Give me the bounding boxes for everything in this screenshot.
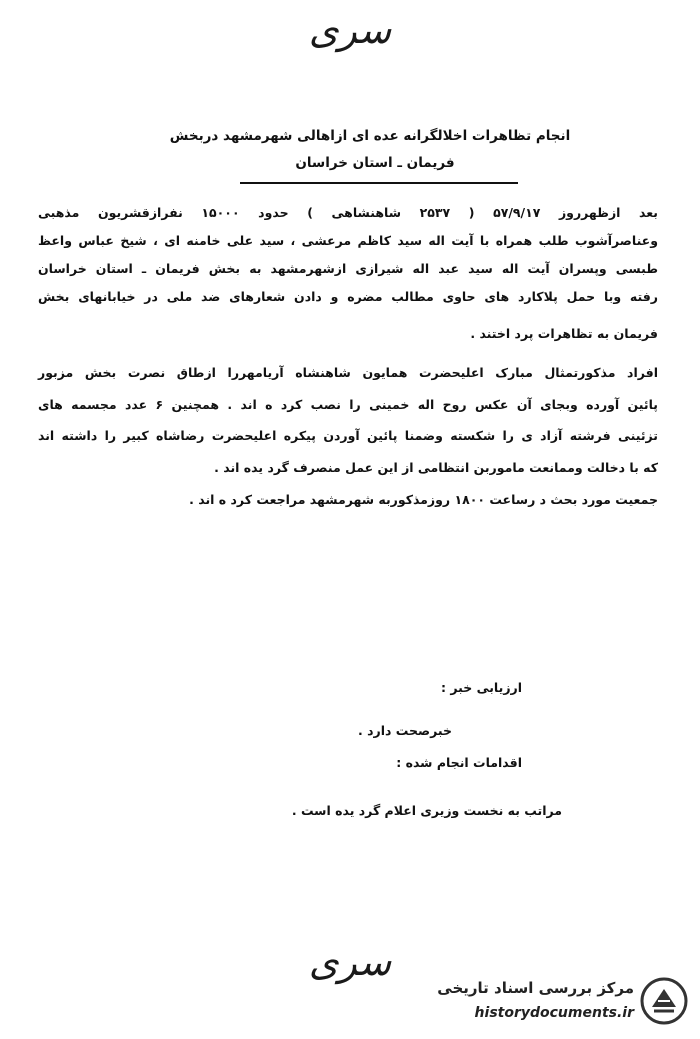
watermark-url[interactable]: historydocuments.ir [474,1005,634,1021]
evaluation-text: خبرصحت دارد . [358,723,452,738]
site-watermark [418,975,690,1031]
body-line: جمعیت مورد بحث د رساعت ۱۸۰۰ روزمذکوربه شهرمشهد مراجعت کرد ه اند . [189,492,658,507]
evaluation-label: ارزیابی خبر : [441,680,522,695]
document-title-line2: فریمان ـ استان خراسان [295,155,455,171]
actions-label: اقدامات انجام شده : [396,755,522,770]
body-line: تزئینی فرشته آزاد ی را شکسته وضمنا پائین آوردن پیکره اعلیحضرت رضاشاه کبیر را داشته اند [38,428,658,443]
document-title-line1: انجام تظاهرات اخلالگرانه عده ای ازاهالی شهرمشهد دربخش [169,128,571,144]
classification-mark-bottom: سری [308,940,392,984]
body-line: که با دخالت وممانعت ماموربن انتظامی از این عمل منصرف گرد یده اند . [214,460,658,475]
body-line: رفته وبا حمل پلاکارد های حاوی مطالب مضره و دادن شعارهای ضد ملی در خیابانهای بخش [38,289,658,304]
actions-text: مراتب به نخست وزیری اعلام گرد یده است . [291,803,562,818]
body-line: بعد ازظهرروز ۵۷/۹/۱۷ ( ۲۵۳۷ شاهنشاهی ) حدود ۱۵۰۰۰ نفرازقشریون مذهبی [38,205,659,220]
body-line: وعناصرآشوب طلب همراه با آیت اله سید کاظم مرعشی ، سید علی خامنه ای ، شیخ عباس واعظ [38,233,658,248]
body-line: پائین آورده وبجای آن عکس روح اله خمینی را نصب کرد ه اند . همچنین ۶ عدد مجسمه های [38,397,658,412]
title-underline [240,182,518,184]
classification-mark-top: سری [308,8,392,52]
watermark-title: مرکز بررسی اسناد تاریخی [437,979,634,997]
body-line: طبسی وپسران آیت اله سید عبد اله شیرازی ازشهرمشهد به بخش فریمان ـ استان خراسان [38,261,658,276]
archive-logo-icon [640,977,688,1025]
body-line: فریمان به تظاهرات پرد اختند . [470,326,658,341]
body-line: افراد مذکورتمثال مبارک اعلیحضرت همایون شاهنشاه آریامهررا ازطاق نصرت بخش مزبور [38,365,658,380]
